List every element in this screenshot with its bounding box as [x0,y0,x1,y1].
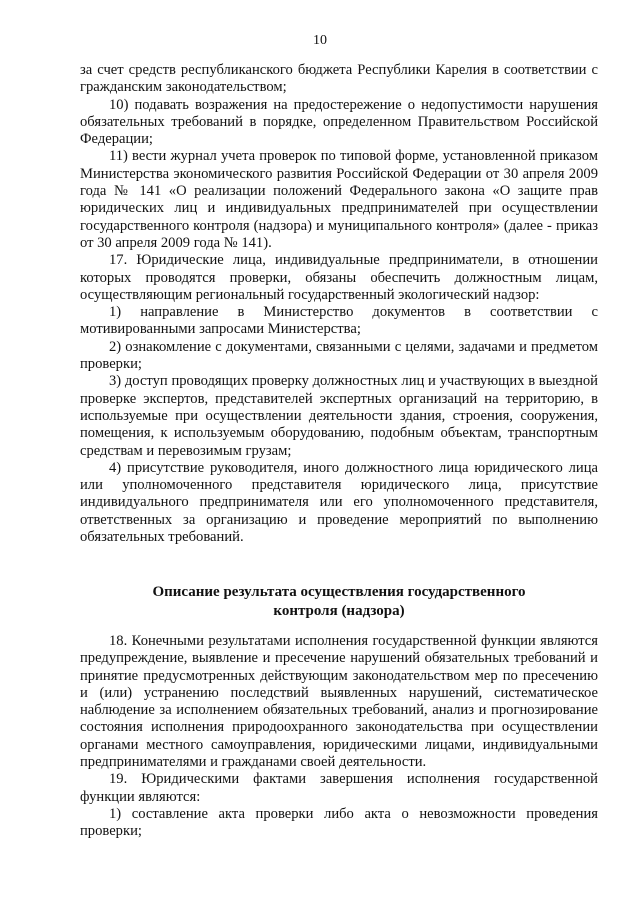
paragraph-17-item-4: 4) присутствие руководителя, иного должностного лица юридического лица или уполномоченного представителя юридического лица, присутствие индивидуального предпринимателя или его уполномоченного представителя, ответственных за организацию и проведение мероприятий по выполнению обязательных требований. [80,459,598,546]
paragraph-18: 18. Конечными результатами исполнения государственной функции являются предупреждение, выявление и пресечение нарушений обязательных требований и принятие предусмотренных действующим законодательством мер по пресечению и (или) устранению последствий выявленных нарушений, систематическое наблюдение за исполнением обязательных требований, анализ и прогнозирование состояния исполнения природоохранного законодательства при осуществлении органами местного самоуправления, юридическими лицами, индивидуальными предпринимателями и гражданами своей деятельности. [80,633,598,771]
paragraph-item-10: 10) подавать возражения на предостережение о недопустимости нарушения обязательных требований в порядке, определенном Правительством Российской Федерации; [80,96,598,148]
section-heading-line-2: контроля (надзора) [273,603,405,619]
paragraph-item-11: 11) вести журнал учета проверок по типовой форме, установленной приказом Министерства экономического развития Российской Федерации от 30 апреля 2009 года № 141 «О реализации положений Федерального закона «О защите прав юридических лиц и индивидуальных предпринимателей при осуществлении государственного контроля (надзора) и муниципального контроля» (далее - приказ от 30 апреля 2009 года № 141). [80,148,598,251]
paragraph-17-item-3: 3) доступ проводящих проверку должностных лиц и участвующих в выездной проверке экспертов, представителей экспертных организаций на территорию, в используемые при осуществлении деятельности здания, строения, сооружения, помещения, к используемым оборудованию, подобным объектам, транспортным средствам и перевозимым грузам; [80,373,598,459]
paragraph-continuation: за счет средств республиканского бюджета Республики Карелия в соответствии с гражданским законодательством; [80,62,598,96]
paragraph-17-item-2: 2) ознакомление с документами, связанными с целями, задачами и предметом проверки; [80,338,598,373]
page-number: 10 [313,33,327,48]
paragraph-19: 19. Юридическими фактами завершения исполнения государственной функции являются: [80,771,598,805]
section-heading [80,583,598,621]
paragraph-17: 17. Юридические лица, индивидуальные предприниматели, в отношении которых проводятся проверки, обязаны обеспечить должностным лицам, осуществляющим региональный государственный экологический надзор: [80,252,598,303]
lower-text-block [80,633,598,841]
section-heading-line-1: Описание результата осуществления государственного [152,584,526,600]
upper-text-block [80,62,598,546]
paragraph-17-item-1: 1) направление в Министерство документов в соответствии с мотивированными запросами Министерства; [80,304,598,338]
paragraph-19-item-1: 1) составление акта проверки либо акта о невозможности проведения проверки; [80,805,598,840]
